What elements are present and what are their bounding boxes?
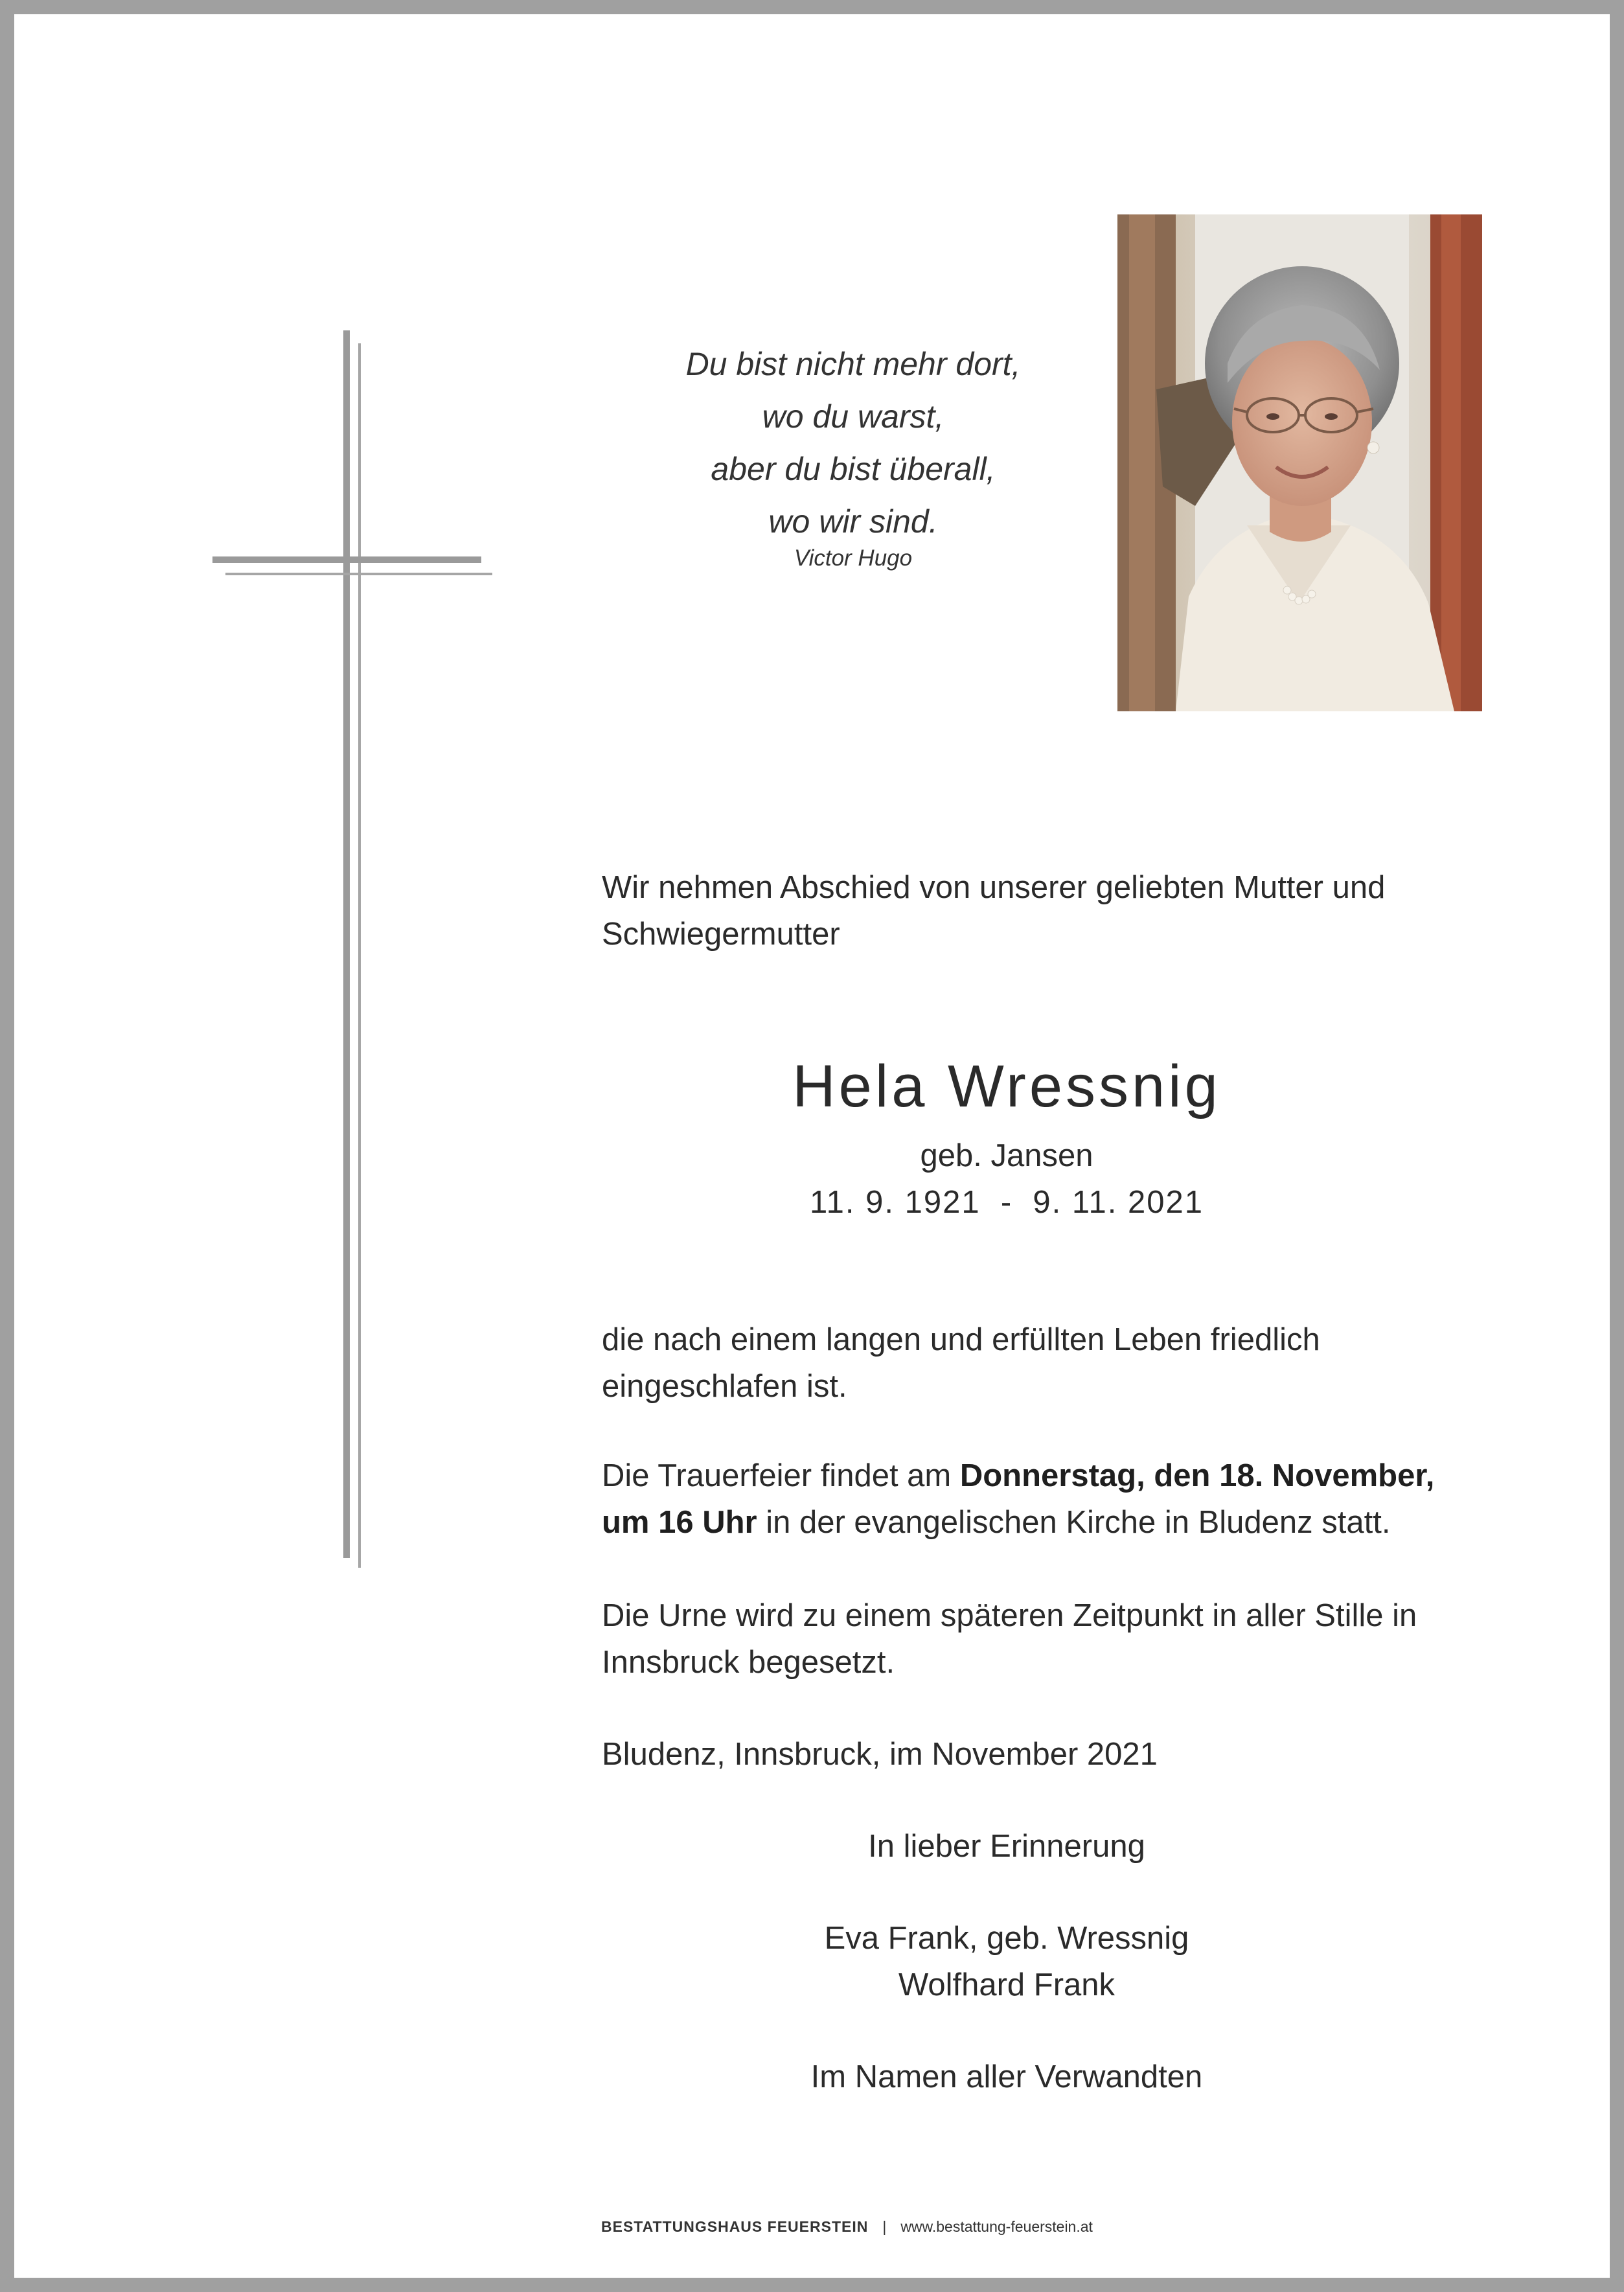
quote-line: aber du bist überall, (711, 451, 996, 487)
quote-block (591, 338, 1115, 573)
mourner-name: Wolfhard Frank (898, 1967, 1115, 2002)
quote-author: Victor Hugo (794, 545, 913, 571)
relatives-line: Im Namen aller Verwandten (810, 2059, 1203, 2094)
deceased-name: Hela Wressnig (792, 1053, 1221, 1119)
cross-vertical-bar (343, 330, 350, 1558)
cross-horizontal-thin-line (225, 573, 492, 575)
cross-horizontal-bar (212, 556, 481, 563)
portrait-photo (1117, 214, 1482, 711)
mourners-block (602, 1915, 1412, 2008)
passing-line: die nach einem langen und erfüllten Leben friedlich (602, 1322, 1320, 1357)
intro-line: Schwiegermutter (602, 917, 840, 952)
quote-line: wo wir sind. (768, 503, 938, 540)
intro-text (602, 864, 1450, 957)
cross-vertical-thin-line (358, 343, 361, 1568)
mourner-name: Eva Frank, geb. Wressnig (824, 1921, 1189, 1956)
ceremony-date: Donnerstag, den 18. November, (959, 1458, 1435, 1493)
quote-line: wo du warst, (762, 398, 944, 435)
place-date: Bludenz, Innsbruck, im November 2021 (602, 1737, 1158, 1772)
intro-line: Wir nehmen Abschied von unserer geliebten Mutter und (602, 870, 1386, 905)
ceremony-time: um 16 Uhr (602, 1505, 757, 1540)
urn-text (602, 1592, 1450, 1686)
funeral-home-name: BESTATTUNGSHAUS FEUERSTEIN (601, 2218, 869, 2235)
passing-line: eingeschlafen ist. (602, 1369, 847, 1404)
quote-line: Du bist nicht mehr dort, (685, 346, 1021, 382)
footer (601, 2218, 1093, 2236)
maiden-name: geb. Jansen (920, 1138, 1093, 1173)
memory-line: In lieber Erinnerung (868, 1829, 1145, 1864)
ceremony-text (602, 1452, 1450, 1546)
ceremony-suffix: in der evangelischen Kirche in Bludenz statt. (757, 1505, 1391, 1540)
life-dates: 11. 9. 1921 - 9. 11. 2021 (810, 1185, 1204, 1220)
website-link[interactable]: www.bestattung-feuerstein.at (900, 2218, 1093, 2235)
urn-line: Die Urne wird zu einem späteren Zeitpunkt in aller Stille in (602, 1598, 1417, 1633)
footer-separator: | (882, 2218, 887, 2235)
urn-line: Innsbruck begesetzt. (602, 1645, 895, 1680)
passing-text (602, 1316, 1450, 1410)
ceremony-prefix: Die Trauerfeier findet am (602, 1458, 960, 1493)
